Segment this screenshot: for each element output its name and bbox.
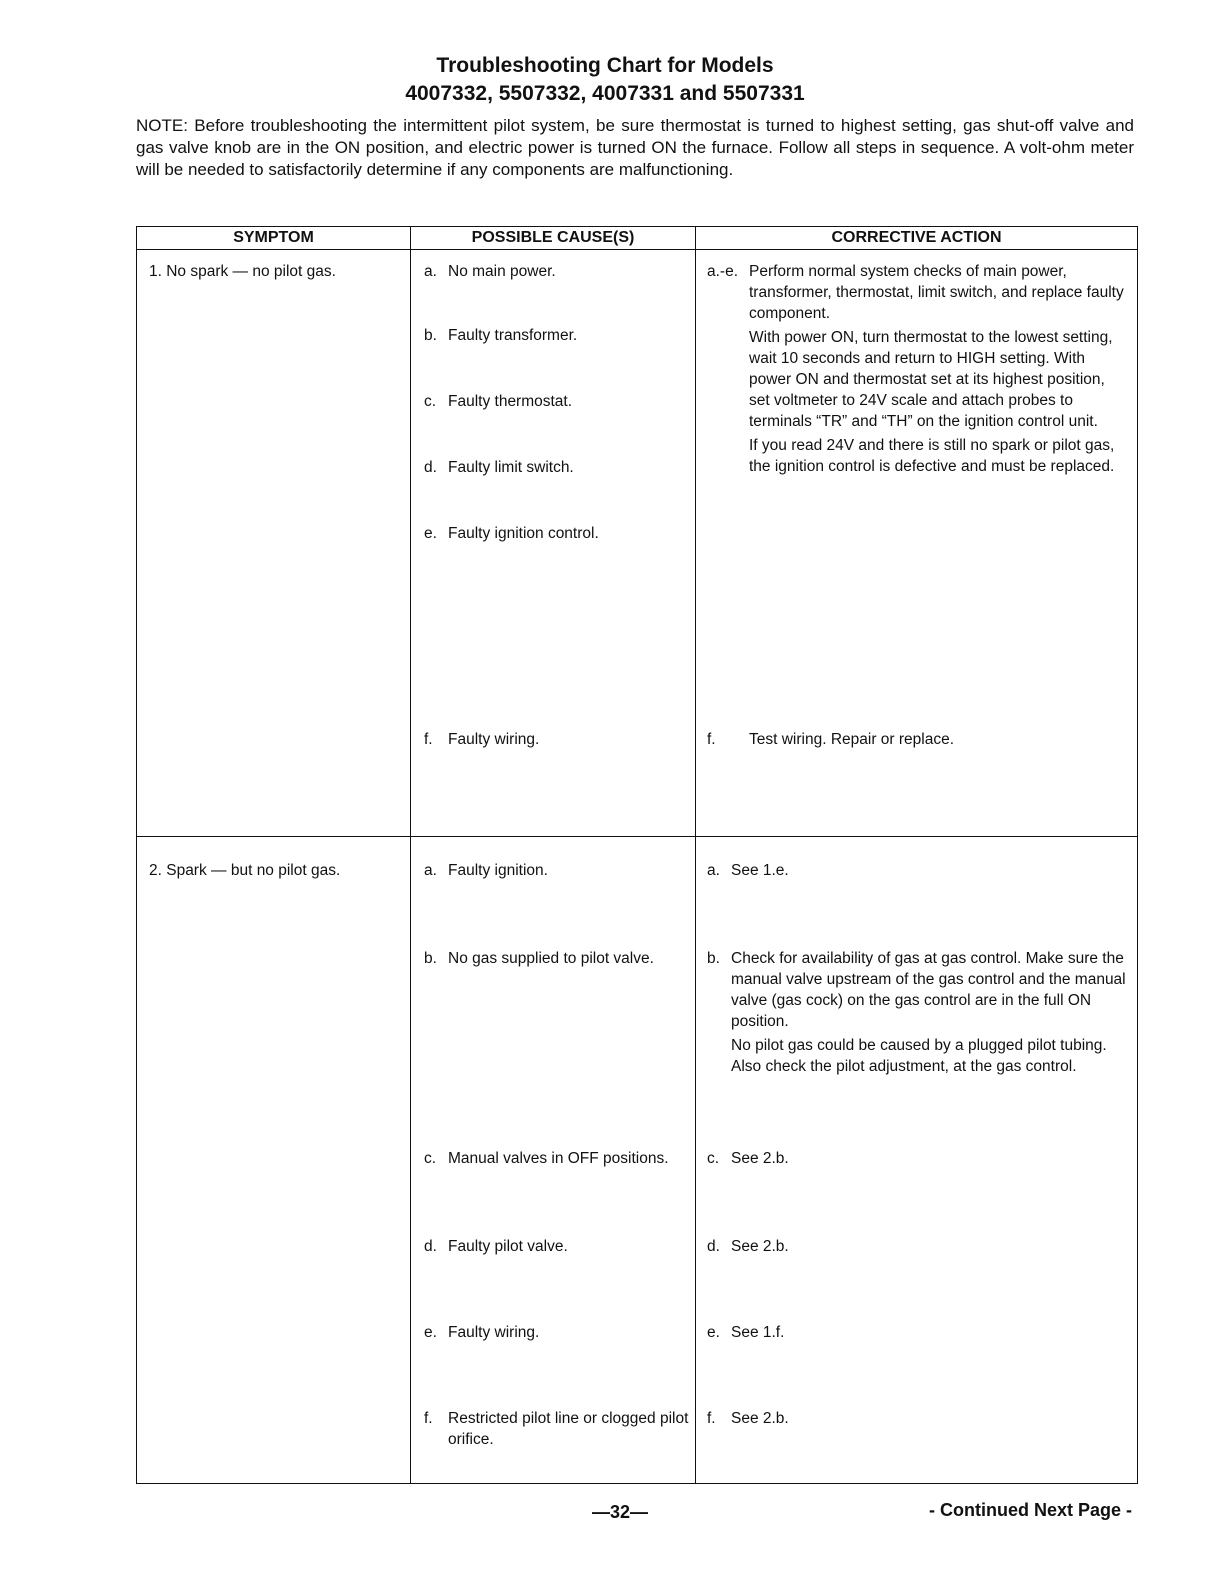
action-paragraph: See 2.b. — [731, 1238, 789, 1255]
cause-text: No main power. — [448, 263, 556, 280]
action-1a-e — [707, 261, 1127, 480]
action-paragraph: See 2.b. — [731, 1150, 789, 1167]
action-paragraph: With power ON, turn thermostat to the lowest setting, wait 10 seconds and return to HIGH setting. With power ON and thermostat set at its highest position, set voltmeter to 24V scale and attach probes to terminals “TR” and “TH” on the ignition control unit. — [749, 329, 1113, 430]
header-corrective-action: CORRECTIVE ACTION — [831, 229, 1002, 246]
symptom-1: 1. No spark — no pilot gas. — [149, 263, 336, 280]
cause-1a — [424, 261, 694, 282]
header-symptom: SYMPTOM — [233, 229, 314, 246]
action-2a — [707, 860, 1127, 884]
action-2c — [707, 1148, 1127, 1172]
page-title — [0, 52, 1210, 108]
cause-label: b. — [424, 950, 437, 967]
title-line-2: 4007332, 5507332, 4007331 and 5507331 — [405, 82, 805, 105]
action-2b — [707, 948, 1127, 1080]
action-label: f. — [707, 1410, 716, 1427]
action-paragraph: Perform normal system checks of main power, transformer, thermostat, limit switch, and replace faulty component. — [749, 263, 1124, 322]
cause-text: No gas supplied to pilot valve. — [448, 950, 654, 967]
cause-label: b. — [424, 327, 437, 344]
action-label: c. — [707, 1150, 720, 1167]
cause-text: Faulty transformer. — [448, 327, 578, 344]
cause-1e — [424, 523, 694, 544]
cause-label: f. — [424, 1410, 433, 1427]
note-paragraph: NOTE: Before troubleshooting the intermittent pilot system, be sure thermostat is turned to highest setting, gas shut-off valve and gas valve knob are in the ON position, and electric power is turned ON the furnace. Follow all steps in sequence. A volt-ohm meter will be needed to satisfactorily determine if any components are malfunctioning. — [136, 116, 1134, 179]
action-2e — [707, 1322, 1127, 1346]
cause-2d — [424, 1236, 694, 1257]
title-line-1: Troubleshooting Chart for Models — [436, 54, 774, 77]
action-paragraph: See 1.e. — [731, 862, 789, 879]
cause-text: Restricted pilot line or clogged pilot orifice. — [448, 1410, 689, 1448]
action-label: d. — [707, 1238, 720, 1255]
cause-text: Manual valves in OFF positions. — [448, 1150, 669, 1167]
row-divider — [137, 836, 1137, 837]
cause-label: a. — [424, 862, 437, 879]
cause-2e — [424, 1322, 694, 1343]
cause-label: d. — [424, 1238, 437, 1255]
action-2f — [707, 1408, 1127, 1432]
cause-text: Faulty pilot valve. — [448, 1238, 568, 1255]
cause-text: Faulty limit switch. — [448, 459, 574, 476]
action-paragraph: Check for availability of gas at gas control. Make sure the manual valve upstream of the gas control and the manual valve (gas cock) on the gas control are in the full ON position. — [731, 950, 1126, 1030]
cause-1d — [424, 457, 694, 478]
cause-text: Faulty thermostat. — [448, 393, 573, 410]
cause-text: Faulty wiring. — [448, 1324, 540, 1341]
cause-2a — [424, 860, 694, 881]
action-label: b. — [707, 950, 720, 967]
action-label: a. — [707, 862, 720, 879]
cause-1f — [424, 729, 694, 750]
action-label: a.-e. — [707, 263, 739, 280]
troubleshooting-table — [136, 226, 1138, 1484]
cause-label: c. — [424, 393, 437, 410]
cause-1c — [424, 391, 694, 412]
cause-2b — [424, 948, 694, 969]
action-label: f. — [707, 731, 716, 748]
header-possible-causes: POSSIBLE CAUSE(S) — [471, 229, 635, 246]
action-paragraph: See 2.b. — [731, 1410, 789, 1427]
cause-label: f. — [424, 731, 433, 748]
cause-1b — [424, 325, 694, 346]
action-2d — [707, 1236, 1127, 1260]
action-1f — [707, 729, 1127, 753]
continued-notice: - Continued Next Page - — [928, 1500, 1132, 1520]
cause-label: c. — [424, 1150, 437, 1167]
action-paragraph: Test wiring. Repair or replace. — [749, 731, 955, 748]
cause-2c — [424, 1148, 694, 1169]
cause-label: e. — [424, 1324, 437, 1341]
page-number: —32— — [591, 1502, 649, 1522]
cause-label: d. — [424, 459, 437, 476]
cause-text: Faulty ignition control. — [448, 525, 599, 542]
action-paragraph: If you read 24V and there is still no spark or pilot gas, the ignition control is defective and must be replaced. — [749, 437, 1115, 475]
column-divider — [410, 227, 411, 1483]
header-divider — [137, 249, 1137, 250]
symptom-2: 2. Spark — but no pilot gas. — [149, 862, 341, 879]
cause-2f — [424, 1408, 718, 1450]
action-paragraph: No pilot gas could be caused by a plugged pilot tubing. Also check the pilot adjustment, at the gas control. — [731, 1037, 1107, 1075]
cause-label: e. — [424, 525, 437, 542]
cause-text: Faulty ignition. — [448, 862, 548, 879]
cause-text: Faulty wiring. — [448, 731, 540, 748]
action-paragraph: See 1.f. — [731, 1324, 785, 1341]
action-label: e. — [707, 1324, 720, 1341]
cause-label: a. — [424, 263, 437, 280]
column-divider — [695, 227, 696, 1483]
